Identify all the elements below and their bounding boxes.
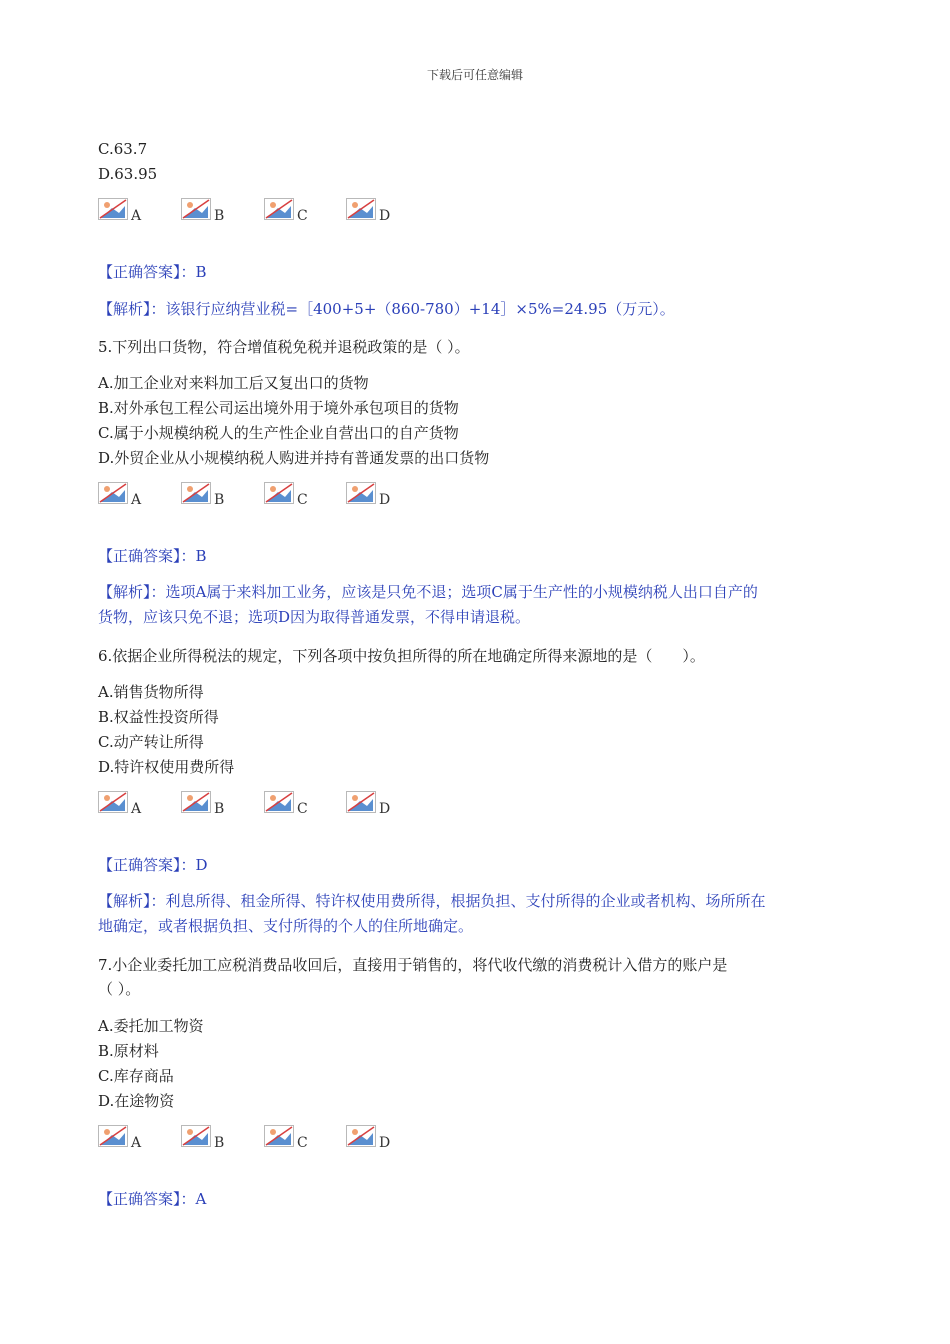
broken-image-icon: [181, 1125, 211, 1147]
broken-image-icon: [181, 791, 211, 813]
broken-image-icon: [346, 482, 376, 504]
option-text: A.加工企业对来料加工后又复出口的货物: [98, 374, 369, 392]
broken-image-icon: [264, 791, 294, 813]
choice-d[interactable]: D: [346, 1125, 416, 1155]
choice-row: [98, 791, 498, 821]
choice-c[interactable]: C: [264, 482, 334, 512]
choice-b[interactable]: B: [181, 198, 251, 228]
correct-answer: 【正确答案】：B: [98, 547, 207, 565]
choice-d[interactable]: D: [346, 482, 416, 512]
page-header: 下载后可任意编辑: [426, 68, 523, 82]
analysis: 【解析】：利息所得、租金所得、特许权使用费所得，根据负担、支付所得的企业或者机构、场所所在 地确定，或者根据负担、支付所得的个人的住所地确定。: [98, 892, 766, 935]
option-text: D.在途物资: [98, 1092, 175, 1110]
broken-image-icon: [181, 198, 211, 220]
option-text: B.原材料: [98, 1042, 159, 1060]
analysis: 【解析】：该银行应纳营业税=［400+5+（860-780）+14］×5%=24.95（万元）。: [98, 300, 675, 318]
choice-c[interactable]: C: [264, 198, 334, 228]
option-text: C.动产转让所得: [98, 733, 204, 751]
broken-image-icon: [98, 482, 128, 504]
broken-image-icon: [181, 482, 211, 504]
analysis: 【解析】：选项A属于来料加工业务，应该是只免不退；选项C属于生产性的小规模纳税人出口自产的 货物，应该只免不退；选项D因为取得普通发票，不得申请退税。: [98, 583, 758, 626]
option-text: D.外贸企业从小规模纳税人购进并持有普通发票的出口货物: [98, 449, 490, 467]
choice-b[interactable]: B: [181, 791, 251, 821]
option-text: B.权益性投资所得: [98, 708, 219, 726]
option-text: C.63.7: [98, 140, 148, 158]
broken-image-icon: [98, 198, 128, 220]
broken-image-icon: [264, 198, 294, 220]
choice-c[interactable]: C: [264, 1125, 334, 1155]
choice-c[interactable]: C: [264, 791, 334, 821]
choice-b[interactable]: B: [181, 482, 251, 512]
correct-answer: 【正确答案】：A: [98, 1190, 207, 1208]
broken-image-icon: [264, 482, 294, 504]
choice-d[interactable]: D: [346, 791, 416, 821]
option-text: A.委托加工物资: [98, 1017, 204, 1035]
choice-a[interactable]: A: [98, 198, 168, 228]
broken-image-icon: [264, 1125, 294, 1147]
question-stem: 7.小企业委托加工应税消费品收回后，直接用于销售的，将代收代缴的消费税计入借方的账户是: [98, 956, 728, 974]
correct-answer: 【正确答案】：B: [98, 263, 207, 281]
broken-image-icon: [98, 791, 128, 813]
question-stem: 5.下列出口货物，符合增值税免税并退税政策的是（ ）。: [98, 338, 470, 356]
choice-row: [98, 1125, 498, 1155]
option-text: A.销售货物所得: [98, 683, 204, 701]
option-text: D.63.95: [98, 165, 158, 183]
choice-a[interactable]: A: [98, 1125, 168, 1155]
broken-image-icon: [346, 791, 376, 813]
broken-image-icon: [98, 1125, 128, 1147]
question-stem: 6.依据企业所得税法的规定，下列各项中按负担所得的所在地确定所得来源地的是（ ）。: [98, 647, 705, 665]
choice-a[interactable]: A: [98, 482, 168, 512]
choice-a[interactable]: A: [98, 791, 168, 821]
choice-b[interactable]: B: [181, 1125, 251, 1155]
choice-d[interactable]: D: [346, 198, 416, 228]
correct-answer: 【正确答案】：D: [98, 856, 208, 874]
choice-row: [98, 482, 498, 512]
option-text: C.属于小规模纳税人的生产性企业自营出口的自产货物: [98, 424, 459, 442]
choice-row: [98, 198, 498, 228]
question-stem-cont: （ ）。: [98, 980, 141, 998]
option-text: D.特许权使用费所得: [98, 758, 235, 776]
broken-image-icon: [346, 1125, 376, 1147]
option-text: B.对外承包工程公司运出境外用于境外承包项目的货物: [98, 399, 459, 417]
broken-image-icon: [346, 198, 376, 220]
option-text: C.库存商品: [98, 1067, 174, 1085]
